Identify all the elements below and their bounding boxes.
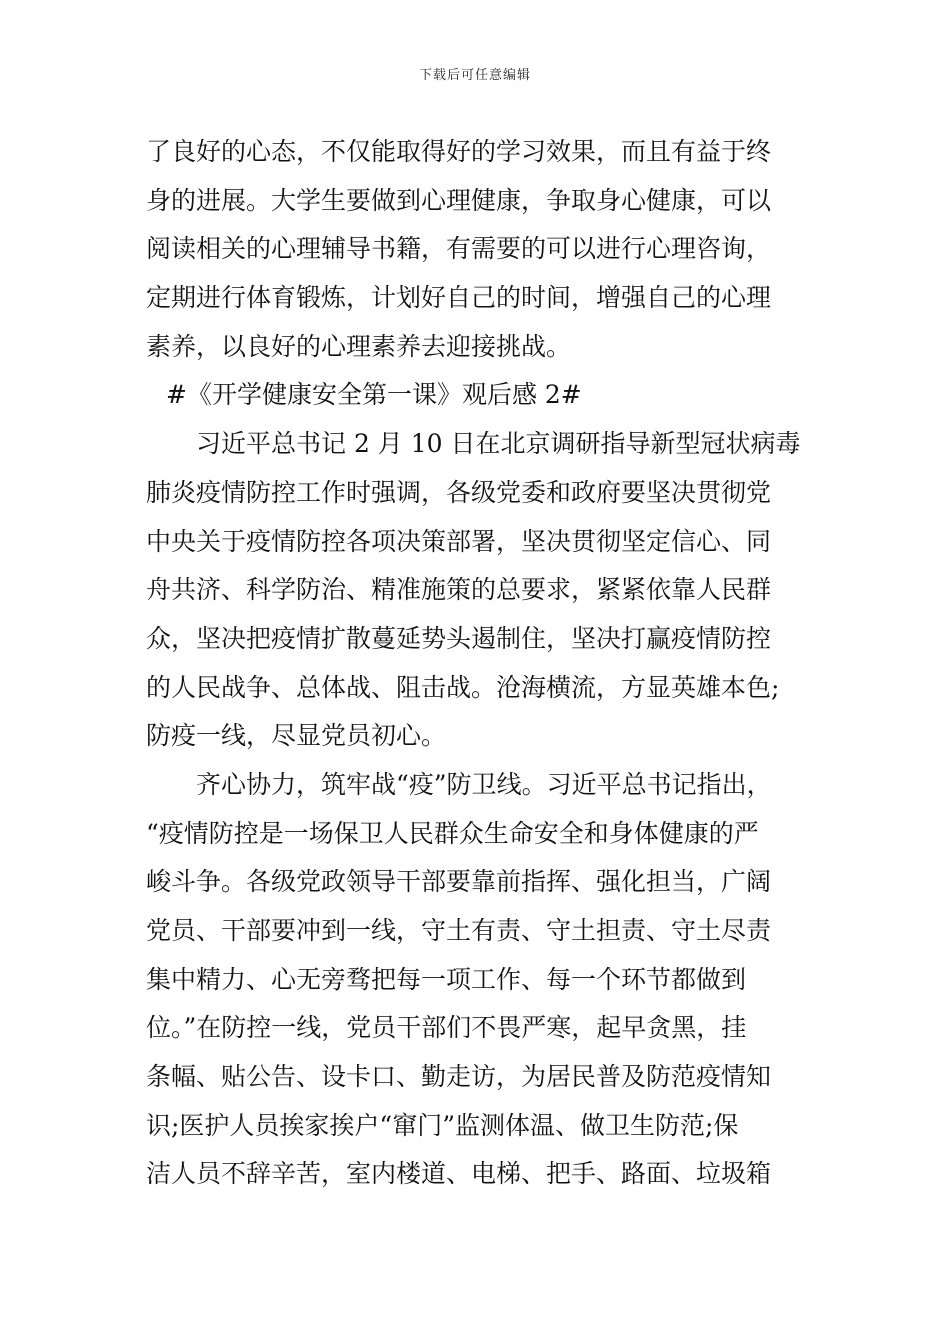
text-line: 舟共济、科学防治、精准施策的总要求，紧紧依靠人民群 (146, 575, 772, 605)
text-line: 习近平总书记 2 月 10 日在北京调研指导新型冠状病毒 (196, 429, 801, 459)
section-heading: #《开学健康安全第一课》观后感 2# (166, 380, 582, 410)
text-line: 党员、干部要冲到一线，守土有责、守土担责、守土尽责 (146, 916, 772, 945)
text-line: 峻斗争。各级党政领导干部要靠前指挥、强化担当，广阔 (146, 867, 772, 897)
text-line: 防疫一线，尽显党员初心。 (146, 721, 447, 751)
text-line: 中央关于疫情防控各项决策部署，坚决贯彻坚定信心、同 (146, 526, 772, 556)
text-line: 洁人员不辞辛苦，室内楼道、电梯、把手、路面、垃圾箱 (146, 1159, 772, 1189)
text-line: 的人民战争、总体战、阻击战。沧海横流，方显英雄本色; (146, 672, 780, 702)
text-line: 阅读相关的心理辅导书籍，有需要的可以进行心理咨询， (146, 234, 772, 264)
text-line: 识;医护人员挨家挨户“窜门”监测体温、做卫生防范;保 (146, 1110, 739, 1140)
page-header-note: 下载后可任意编辑 (418, 68, 531, 83)
text-line: 肺炎疫情防控工作时强调，各级党委和政府要坚决贯彻党 (146, 477, 772, 507)
text-line: 素养，以良好的心理素养去迎接挑战。 (146, 331, 572, 361)
text-line: 众，坚决把疫情扩散蔓延势头遏制住，坚决打赢疫情防控 (146, 623, 772, 653)
text-line: 了良好的心态，不仅能取得好的学习效果，而且有益于终 (146, 137, 772, 166)
text-line: 定期进行体育锻炼，计划好自己的时间，增强自己的心理 (146, 283, 772, 313)
text-line: 位。”在防控一线，党员干部们不畏严寒，起早贪黑，挂 (146, 1013, 747, 1043)
text-line: 集中精力、心无旁骛把每一项工作、每一个环节都做到 (146, 964, 747, 994)
document-body (146, 128, 806, 1199)
text-line: 齐心协力，筑牢战“疫”防卫线。习近平总书记指出， (196, 769, 772, 799)
text-line: “疫情防控是一场保卫人民群众生命安全和身体健康的严 (146, 818, 759, 848)
text-line: 身的进展。大学生要做到心理健康，争取身心健康，可以 (146, 185, 772, 215)
text-line: 条幅、贴公告、设卡口、勤走访，为居民普及防范疫情知 (146, 1062, 772, 1092)
